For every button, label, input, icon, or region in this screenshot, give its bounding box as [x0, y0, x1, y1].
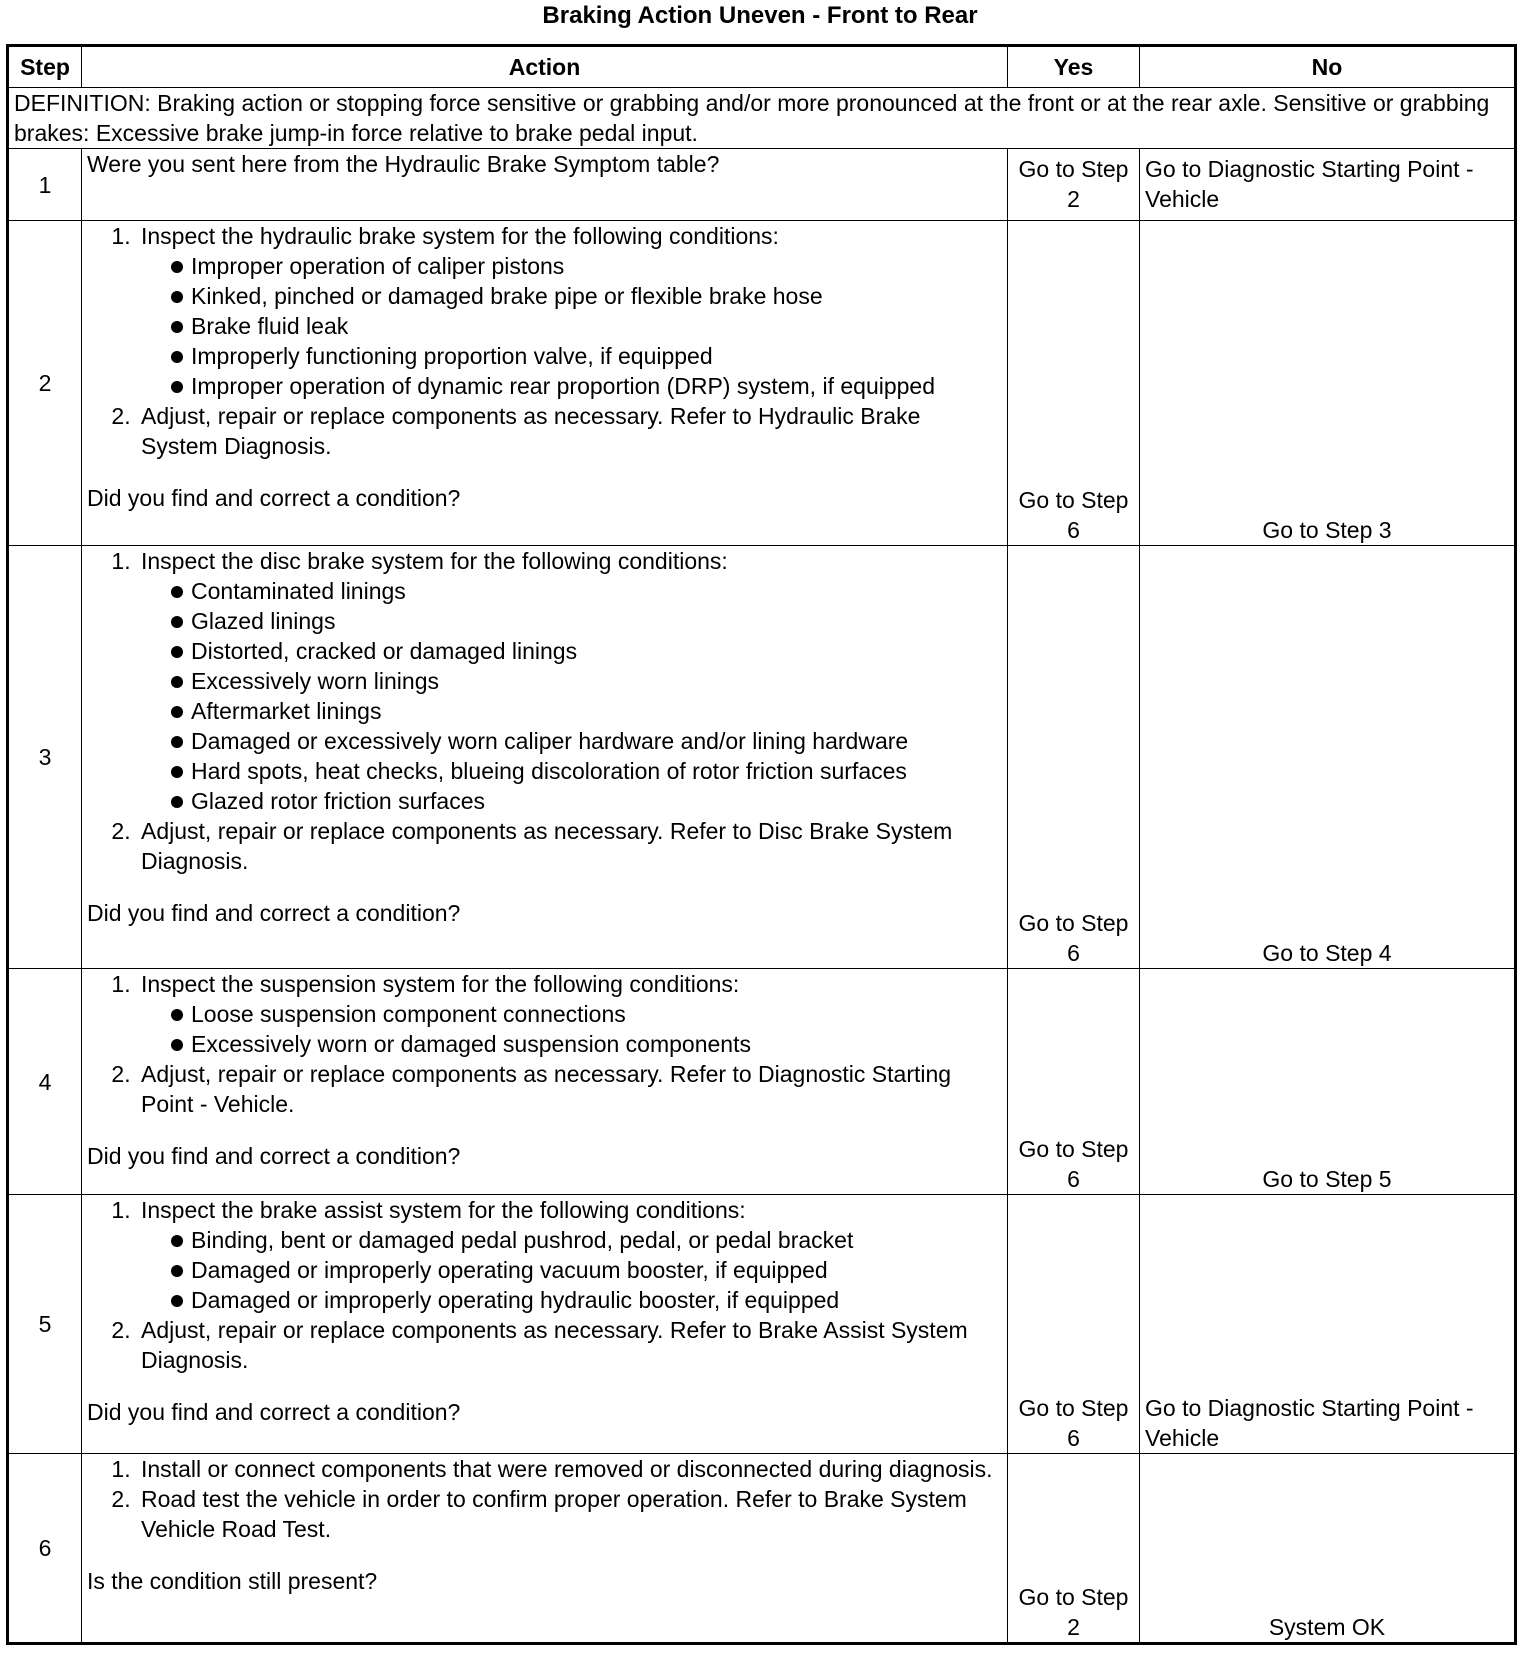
list-item: Excessively worn linings	[171, 666, 1002, 696]
list-item: Improperly functioning proportion valve, if equipped	[171, 341, 1002, 371]
yes-link[interactable]: Go to Step 2	[1008, 149, 1140, 221]
header-yes: Yes	[1008, 46, 1140, 88]
step-number: 5	[8, 1195, 82, 1454]
list-item: Brake fluid leak	[171, 311, 1002, 341]
action-item	[137, 546, 1002, 816]
action-cell	[82, 1195, 1008, 1454]
action-item-text: Inspect the suspension system for the following conditions:	[141, 971, 740, 997]
no-link[interactable]: Go to Step 4	[1140, 546, 1516, 969]
action-item: 2. Adjust, repair or replace components as necessary. Refer to Brake Assist System Diagnosis.	[137, 1315, 1002, 1375]
list-item: Aftermarket linings	[171, 696, 1002, 726]
action-item: 2. Road test the vehicle in order to confirm proper operation. Refer to Brake System Vehicle Road Test.	[137, 1484, 1002, 1544]
no-link[interactable]: Go to Diagnostic Starting Point - Vehicle	[1140, 1195, 1516, 1454]
action-item-text: Inspect the disc brake system for the following conditions:	[141, 548, 728, 574]
yes-link[interactable]: Go to Step 6	[1008, 546, 1140, 969]
table-row	[8, 149, 1516, 221]
definition-text: DEFINITION: Braking action or stopping force sensitive or grabbing and/or more pronounced at the front or at the rear axle. Sensitive or grabbing brakes: Excessive brake jump-in force relative to brake pedal input.	[8, 88, 1516, 149]
list-item: Damaged or improperly operating hydraulic booster, if equipped	[171, 1285, 1002, 1315]
step-number: 6	[8, 1454, 82, 1644]
action-item-text: Inspect the brake assist system for the following conditions:	[141, 1197, 746, 1223]
header-no: No	[1140, 46, 1516, 88]
list-item: Kinked, pinched or damaged brake pipe or flexible brake hose	[171, 281, 1002, 311]
table-row	[8, 1454, 1516, 1644]
table-row	[8, 546, 1516, 969]
list-item: Binding, bent or damaged pedal pushrod, pedal, or pedal bracket	[171, 1225, 1002, 1255]
action-question: Did you find and correct a condition?	[87, 900, 461, 926]
no-link[interactable]: System OK	[1140, 1454, 1516, 1644]
action-cell	[82, 221, 1008, 546]
list-item: Glazed rotor friction surfaces	[171, 786, 1002, 816]
table-row	[8, 221, 1516, 546]
action-item: 2. Adjust, repair or replace components as necessary. Refer to Hydraulic Brake System Diagnosis.	[137, 401, 1002, 461]
step-number: 2	[8, 221, 82, 546]
no-link[interactable]: Go to Step 3	[1140, 221, 1516, 546]
table-row	[8, 969, 1516, 1195]
action-question: Did you find and correct a condition?	[87, 1399, 461, 1425]
yes-link[interactable]: Go to Step 6	[1008, 1195, 1140, 1454]
document-title: Braking Action Uneven - Front to Rear	[542, 2, 978, 29]
definition-row	[8, 88, 1516, 149]
yes-link[interactable]: Go to Step 6	[1008, 221, 1140, 546]
action-item	[137, 969, 1002, 1059]
step-number: 4	[8, 969, 82, 1195]
yes-link[interactable]: Go to Step 6	[1008, 969, 1140, 1195]
list-item: Loose suspension component connections	[171, 999, 1002, 1029]
table-row	[8, 1195, 1516, 1454]
list-item: Distorted, cracked or damaged linings	[171, 636, 1002, 666]
no-link[interactable]: Go to Diagnostic Starting Point - Vehicle	[1140, 149, 1516, 221]
step-number: 1	[8, 149, 82, 221]
action-item-text: Inspect the hydraulic brake system for the following conditions:	[141, 223, 779, 249]
action-item	[137, 221, 1002, 401]
action-cell	[82, 546, 1008, 969]
header-row	[8, 46, 1516, 88]
action-item: 1. Install or connect components that were removed or disconnected during diagnosis.	[137, 1454, 1002, 1484]
header-action: Action	[82, 46, 1008, 88]
yes-link[interactable]: Go to Step 2	[1008, 1454, 1140, 1644]
no-link[interactable]: Go to Step 5	[1140, 969, 1516, 1195]
action-item: 2. Adjust, repair or replace components as necessary. Refer to Diagnostic Starting Point - Vehicle.	[137, 1059, 1002, 1119]
action-question: Did you find and correct a condition?	[87, 1143, 461, 1169]
action-question: Were you sent here from the Hydraulic Brake Symptom table?	[82, 149, 1008, 221]
action-item: 2. Adjust, repair or replace components as necessary. Refer to Disc Brake System Diagnosis.	[137, 816, 1002, 876]
list-item: Hard spots, heat checks, blueing discoloration of rotor friction surfaces	[171, 756, 1002, 786]
action-cell	[82, 1454, 1008, 1644]
list-item: Improper operation of dynamic rear proportion (DRP) system, if equipped	[171, 371, 1002, 401]
list-item: Contaminated linings	[171, 576, 1002, 606]
list-item: Damaged or improperly operating vacuum booster, if equipped	[171, 1255, 1002, 1285]
header-step: Step	[8, 46, 82, 88]
action-question: Is the condition still present?	[87, 1568, 378, 1594]
diagnostic-table	[6, 44, 1517, 1645]
action-question: Did you find and correct a condition?	[87, 485, 461, 511]
list-item: Damaged or excessively worn caliper hardware and/or lining hardware	[171, 726, 1002, 756]
list-item: Excessively worn or damaged suspension components	[171, 1029, 1002, 1059]
action-item	[137, 1195, 1002, 1315]
action-cell	[82, 969, 1008, 1195]
step-number: 3	[8, 546, 82, 969]
list-item: Improper operation of caliper pistons	[171, 251, 1002, 281]
list-item: Glazed linings	[171, 606, 1002, 636]
